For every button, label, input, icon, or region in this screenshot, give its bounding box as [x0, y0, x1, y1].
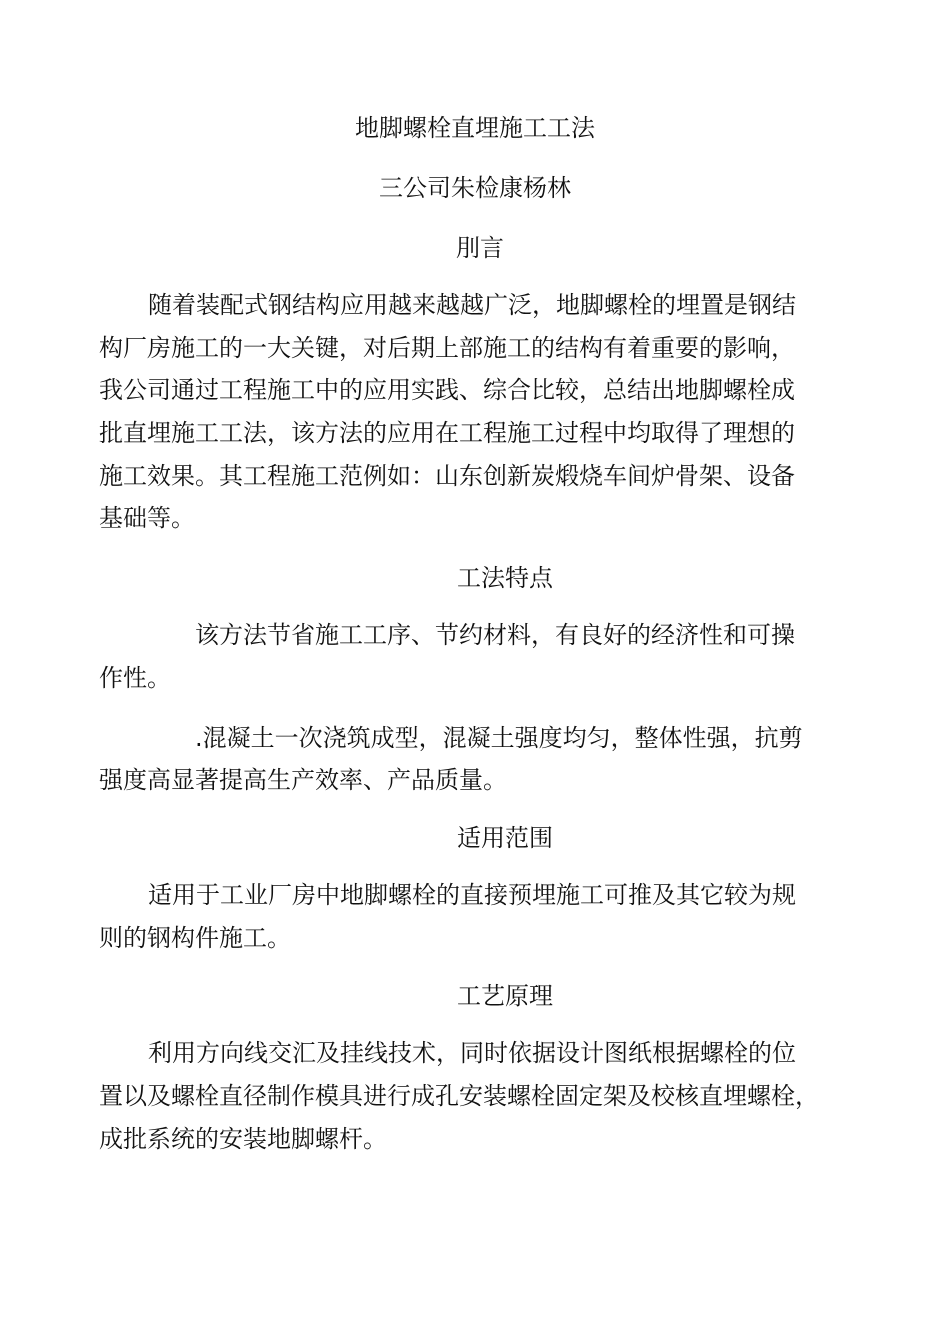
features-item2-line: .混凝土一次浇筑成型，混凝土强度均匀，整体性强，抗剪 — [195, 724, 803, 752]
principle-heading: 工艺原理 — [457, 982, 553, 1010]
principle-line: 利用方向线交汇及挂线技术，同时依据设计图纸根据螺栓的位 — [148, 1039, 796, 1067]
preface-line: 构厂房施工的一大关键，对后期上部施工的结构有着重要的影响， — [99, 334, 795, 362]
document-title: 地脚螺栓直埋施工工法 — [355, 114, 595, 142]
features-item2-line: 强度高显著提高生产效率、产品质量。 — [99, 766, 507, 794]
principle-line: 置以及螺栓直径制作模具进行成孔安装螺栓固定架及校核直埋螺栓， — [99, 1082, 819, 1110]
preface-heading: 刖言 — [456, 234, 504, 262]
features-item1-line: 作性。 — [99, 664, 171, 692]
principle-line: 成批系统的安装地脚螺杆。 — [99, 1125, 387, 1153]
document-authors: 三公司朱检康杨林 — [379, 174, 571, 202]
preface-line: 随着装配式钢结构应用越来越越广泛，地脚螺栓的埋置是钢结 — [148, 291, 796, 319]
scope-line: 适用于工业厂房中地脚螺栓的直接预埋施工可推及其它较为规 — [148, 881, 796, 909]
features-item1-line: 该方法节省施工工序、节约材料，有良好的经济性和可操 — [195, 621, 795, 649]
scope-line: 则的钢构件施工。 — [99, 924, 291, 952]
preface-line: 基础等。 — [99, 504, 195, 532]
scope-heading: 适用范围 — [457, 824, 553, 852]
preface-line: 我公司通过工程施工中的应用实践、综合比较，总结出地脚螺栓成 — [99, 376, 795, 404]
features-heading: 工法特点 — [457, 564, 553, 592]
preface-line: 施工效果。其工程施工范例如：山东创新炭煅烧车间炉骨架、设备 — [99, 462, 795, 490]
preface-line: 批直埋施工工法，该方法的应用在工程施工过程中均取得了理想的 — [99, 419, 795, 447]
